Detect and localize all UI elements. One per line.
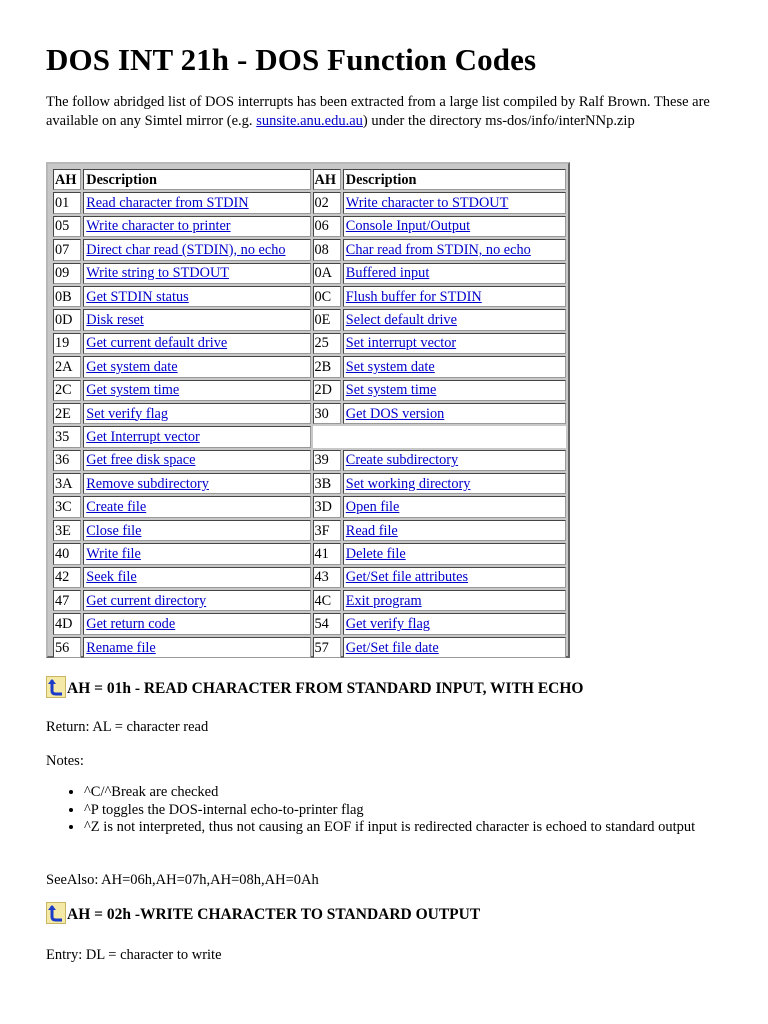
function-link[interactable]: Disk reset [86, 312, 144, 329]
description-cell [83, 286, 310, 307]
ah-code-cell: 30 [313, 403, 341, 424]
ah-code-cell: 07 [53, 239, 81, 260]
ah-code-cell: 0E [313, 309, 341, 330]
function-link[interactable]: Get/Set file date [345, 639, 439, 656]
table-row [53, 403, 566, 424]
section-01h-heading [46, 676, 584, 698]
description-cell [343, 380, 566, 401]
description-cell [83, 637, 310, 658]
table-row [53, 520, 566, 541]
description-cell [343, 403, 566, 424]
function-link[interactable]: Write character to STDOUT [345, 195, 509, 212]
description-cell [343, 567, 566, 588]
function-link[interactable]: Direct char read (STDIN), no echo [86, 241, 286, 258]
ah-code-cell: 2D [313, 380, 341, 401]
description-cell [83, 192, 310, 213]
description-cell [83, 590, 310, 611]
table-row [53, 192, 566, 213]
ah-code-cell: 02 [313, 192, 341, 213]
function-link[interactable]: Get system time [86, 382, 180, 399]
table-row [53, 613, 566, 634]
ah-code-cell: 56 [53, 637, 81, 658]
function-link[interactable]: Set system date [345, 358, 435, 375]
ah-code-cell: 2A [53, 356, 81, 377]
up-arrow-icon[interactable] [46, 902, 66, 924]
table-row [53, 637, 566, 658]
function-link[interactable]: Delete file [345, 545, 406, 562]
ah-code-cell: 57 [313, 637, 341, 658]
function-link[interactable]: Select default drive [345, 312, 457, 329]
ah-code-cell: 4C [313, 590, 341, 611]
description-cell [343, 613, 566, 634]
section-01h-title: AH = 01h - READ CHARACTER FROM STANDARD INPUT, WITH ECHO [67, 680, 584, 697]
description-cell [343, 496, 566, 517]
function-link[interactable]: Open file [345, 499, 400, 516]
intro-text-end: ) under the directory ms-dos/info/interNNp.zip [362, 113, 635, 129]
ah-header: AH [53, 169, 81, 190]
ah-code-cell: 05 [53, 216, 81, 237]
function-link[interactable]: Get verify flag [345, 616, 430, 633]
description-cell [83, 333, 310, 354]
ah-code-cell: 3E [53, 520, 81, 541]
table-row [53, 473, 566, 494]
description-cell [343, 520, 566, 541]
section-02h-title: AH = 02h -WRITE CHARACTER TO STANDARD OUTPUT [67, 906, 481, 923]
description-header-2: Description [343, 169, 566, 190]
ah-code-cell: 3D [313, 496, 341, 517]
ah-code-cell: 39 [313, 450, 341, 471]
description-cell [83, 567, 310, 588]
description-cell [83, 496, 310, 517]
function-link[interactable]: Get STDIN status [86, 288, 189, 305]
description-cell [343, 333, 566, 354]
description-cell [83, 216, 310, 237]
intro-text-start: The follow abridged list of DOS interrupts has been extracted from a large list compiled by Ralf Brown. These are available on any Simtel mirror (e.g. [46, 94, 710, 129]
function-link[interactable]: Rename file [86, 639, 156, 656]
notes-label: Notes: [46, 753, 84, 769]
description-cell [343, 543, 566, 564]
description-cell [83, 450, 310, 471]
table-row [53, 590, 566, 611]
description-cell [83, 520, 310, 541]
description-cell [343, 239, 566, 260]
notes-list [46, 784, 724, 837]
up-arrow-icon[interactable] [46, 676, 66, 698]
function-link[interactable]: Set working directory [345, 475, 471, 492]
function-link[interactable]: Seek file [86, 569, 137, 586]
function-link[interactable]: Char read from STDIN, no echo [345, 241, 531, 258]
function-link[interactable]: Get system date [86, 358, 178, 375]
description-cell [343, 473, 566, 494]
table-row [53, 356, 566, 377]
table-row [53, 286, 566, 307]
function-link[interactable]: Read file [345, 522, 398, 539]
ah-code-cell: 01 [53, 192, 81, 213]
ah-code-cell: 35 [53, 426, 81, 447]
function-link[interactable]: Create subdirectory [345, 452, 459, 469]
table-row [53, 426, 566, 447]
ah-code-cell: 3F [313, 520, 341, 541]
description-cell [343, 263, 566, 284]
description-cell [83, 403, 310, 424]
table-row [53, 309, 566, 330]
function-link[interactable]: Set verify flag [86, 405, 169, 422]
function-link[interactable]: Create file [86, 499, 147, 516]
description-cell [83, 426, 310, 447]
ah-code-cell: 43 [313, 567, 341, 588]
page-title: DOS INT 21h - DOS Function Codes [46, 42, 537, 77]
table-header-row [53, 169, 566, 190]
ah-code-cell: 0B [53, 286, 81, 307]
ah-code-cell: 2E [53, 403, 81, 424]
ah-code-cell: 09 [53, 263, 81, 284]
table-row [53, 450, 566, 471]
function-link[interactable]: Remove subdirectory [86, 475, 209, 492]
description-cell [343, 356, 566, 377]
description-cell [343, 450, 566, 471]
function-link[interactable]: Get/Set file attributes [345, 569, 469, 586]
list-item: • ^Z is not interpreted, thus not causing an EOF if input is redirected character is echoed to standard output [84, 819, 724, 837]
function-link[interactable]: Get current directory [86, 592, 207, 609]
table-row [53, 216, 566, 237]
function-link[interactable]: Get current default drive [86, 335, 228, 352]
table-row [53, 333, 566, 354]
list-item: • ^C/^Break are checked [84, 784, 724, 802]
function-link[interactable]: Write file [86, 545, 141, 562]
description-cell [343, 286, 566, 307]
description-cell [83, 309, 310, 330]
description-cell [83, 613, 310, 634]
description-cell [83, 356, 310, 377]
description-cell [83, 263, 310, 284]
description-cell [343, 192, 566, 213]
function-link[interactable]: Buffered input [345, 265, 430, 282]
ah-code-cell: 47 [53, 590, 81, 611]
description-cell [83, 380, 310, 401]
function-table-frame [46, 162, 570, 658]
ah-code-cell: 2C [53, 380, 81, 401]
function-link[interactable]: Get Interrupt vector [86, 428, 200, 445]
description-cell [343, 590, 566, 611]
description-cell [343, 637, 566, 658]
ah-code-cell: 4D [53, 613, 81, 634]
ah-code-cell: 2B [313, 356, 341, 377]
sunsite-link[interactable]: sunsite.anu.edu.au [256, 113, 363, 129]
function-link[interactable]: Exit program [345, 592, 422, 609]
description-cell [83, 473, 310, 494]
function-link[interactable]: Get return code [86, 616, 176, 633]
function-link[interactable]: Write character to printer [86, 218, 231, 235]
function-link[interactable]: Close file [86, 522, 142, 539]
table-row [53, 567, 566, 588]
table-row [53, 239, 566, 260]
ah-code-cell: 0C [313, 286, 341, 307]
ah-code-cell: 0D [53, 309, 81, 330]
function-link[interactable]: Read character from STDIN [86, 195, 249, 212]
intro-paragraph [46, 93, 726, 131]
function-link[interactable]: Set system time [345, 382, 437, 399]
ah-code-cell: 40 [53, 543, 81, 564]
list-item: • ^P toggles the DOS-internal echo-to-printer flag [84, 802, 724, 820]
description-cell [83, 543, 310, 564]
description-cell [343, 216, 566, 237]
ah-code-cell: 25 [313, 333, 341, 354]
function-link[interactable]: Get free disk space [86, 452, 196, 469]
table-row [53, 496, 566, 517]
empty-cell [313, 426, 566, 447]
ah-code-cell: 08 [313, 239, 341, 260]
ah-code-cell: 42 [53, 567, 81, 588]
ah-code-cell: 41 [313, 543, 341, 564]
table-row [53, 543, 566, 564]
section-02h-heading [46, 902, 480, 924]
function-link[interactable]: Console Input/Output [345, 218, 471, 235]
ah-code-cell: 06 [313, 216, 341, 237]
function-link[interactable]: Write string to STDOUT [86, 265, 230, 282]
ah-code-cell: 36 [53, 450, 81, 471]
ah-code-cell: 3C [53, 496, 81, 517]
see-also: SeeAlso: AH=06h,AH=07h,AH=08h,AH=0Ah [46, 872, 319, 888]
ah-code-cell: 3A [53, 473, 81, 494]
function-table [51, 167, 568, 660]
ah-code-cell: 19 [53, 333, 81, 354]
table-row [53, 263, 566, 284]
description-cell [343, 309, 566, 330]
table-row [53, 380, 566, 401]
ah-header-2: AH [313, 169, 341, 190]
ah-code-cell: 0A [313, 263, 341, 284]
function-link[interactable]: Set interrupt vector [345, 335, 457, 352]
description-header: Description [83, 169, 310, 190]
section-02h-entry: Entry: DL = character to write [46, 947, 222, 963]
section-01h-return: Return: AL = character read [46, 719, 209, 735]
description-cell [83, 239, 310, 260]
function-link[interactable]: Flush buffer for STDIN [345, 288, 482, 305]
ah-code-cell: 3B [313, 473, 341, 494]
ah-code-cell: 54 [313, 613, 341, 634]
function-link[interactable]: Get DOS version [345, 405, 445, 422]
